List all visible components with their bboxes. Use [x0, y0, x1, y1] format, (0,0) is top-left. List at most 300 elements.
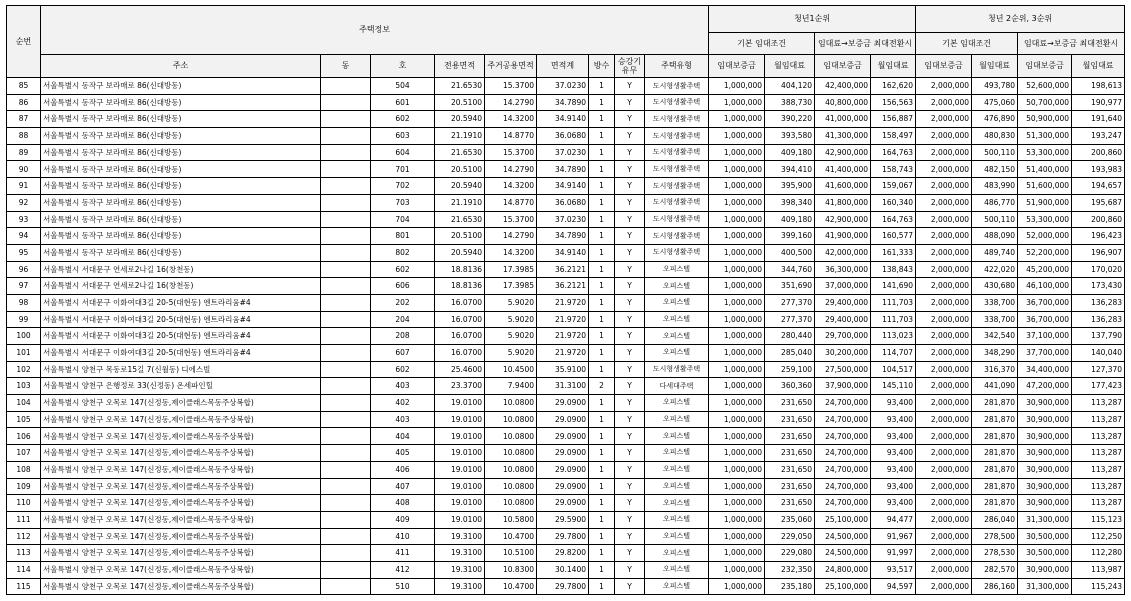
deposit-1-cell: 1,000,000	[709, 244, 765, 261]
deposit-4-cell: 34,400,000	[1018, 361, 1072, 378]
rooms-cell: 1	[589, 244, 615, 261]
header-deposit-4: 임대보증금	[1018, 55, 1072, 78]
rooms-cell: 1	[589, 261, 615, 278]
rent-1-cell: 231,650	[765, 428, 815, 445]
dong-cell	[321, 345, 371, 362]
exclusive-area-cell: 19.0100	[435, 461, 485, 478]
rent-4-cell: 113,287	[1072, 495, 1125, 512]
deposit-2-cell: 29,400,000	[815, 311, 871, 328]
total-area-cell: 34.7890	[537, 161, 589, 178]
rent-3-cell: 281,870	[972, 495, 1018, 512]
common-area-cell: 14.2790	[485, 228, 537, 245]
rent-4-cell: 191,640	[1072, 111, 1125, 128]
house-type-cell: 오피스텔	[645, 528, 709, 545]
address-cell: 서울특별시 동작구 보라매로 86(신대방동)	[41, 78, 321, 95]
rent-1-cell: 231,650	[765, 495, 815, 512]
total-area-cell: 29.0900	[537, 395, 589, 412]
house-type-cell: 도시형생활주택	[645, 94, 709, 111]
deposit-2-cell: 25,100,000	[815, 511, 871, 528]
house-type-cell: 오피스텔	[645, 545, 709, 562]
elevator-cell: Y	[615, 461, 645, 478]
header-house-type: 주택유형	[645, 55, 709, 78]
rent-1-cell: 360,360	[765, 378, 815, 395]
table-row	[7, 261, 1125, 278]
ho-cell: 606	[371, 278, 435, 295]
rent-1-cell: 400,500	[765, 244, 815, 261]
exclusive-area-cell: 21.1910	[435, 194, 485, 211]
seq-cell: 107	[7, 445, 41, 462]
dong-cell	[321, 561, 371, 578]
ho-cell: 403	[371, 411, 435, 428]
address-cell: 서울특별시 동작구 보라매로 86(신대방동)	[41, 178, 321, 195]
seq-cell: 89	[7, 144, 41, 161]
table-row	[7, 178, 1125, 195]
deposit-1-cell: 1,000,000	[709, 194, 765, 211]
common-area-cell: 10.4700	[485, 528, 537, 545]
rent-1-cell: 229,080	[765, 545, 815, 562]
deposit-2-cell: 41,800,000	[815, 194, 871, 211]
rent-1-cell: 232,350	[765, 561, 815, 578]
house-type-cell: 오피스텔	[645, 395, 709, 412]
table-row	[7, 244, 1125, 261]
rent-4-cell: 194,657	[1072, 178, 1125, 195]
rooms-cell: 1	[589, 361, 615, 378]
common-area-cell: 15.3700	[485, 144, 537, 161]
elevator-cell: Y	[615, 478, 645, 495]
deposit-1-cell: 1,000,000	[709, 411, 765, 428]
rent-2-cell: 138,843	[871, 261, 916, 278]
deposit-1-cell: 1,000,000	[709, 578, 765, 595]
exclusive-area-cell: 19.3100	[435, 578, 485, 595]
rental-table	[6, 5, 1125, 595]
seq-cell: 85	[7, 78, 41, 95]
total-area-cell: 37.0230	[537, 211, 589, 228]
seq-cell: 86	[7, 94, 41, 111]
rent-3-cell: 488,090	[972, 228, 1018, 245]
elevator-cell: Y	[615, 228, 645, 245]
header-deposit-2: 임대보증금	[815, 55, 871, 78]
ho-cell: 603	[371, 128, 435, 145]
dong-cell	[321, 361, 371, 378]
rent-1-cell: 399,160	[765, 228, 815, 245]
deposit-3-cell: 2,000,000	[916, 578, 972, 595]
deposit-2-cell: 41,400,000	[815, 161, 871, 178]
house-type-cell: 오피스텔	[645, 511, 709, 528]
ho-cell: 404	[371, 428, 435, 445]
exclusive-area-cell: 19.0100	[435, 445, 485, 462]
common-area-cell: 10.0800	[485, 478, 537, 495]
common-area-cell: 14.3200	[485, 111, 537, 128]
seq-cell: 111	[7, 511, 41, 528]
rent-4-cell: 177,423	[1072, 378, 1125, 395]
total-area-cell: 29.0900	[537, 428, 589, 445]
ho-cell: 607	[371, 345, 435, 362]
table-row	[7, 578, 1125, 595]
rent-2-cell: 158,743	[871, 161, 916, 178]
exclusive-area-cell: 18.8136	[435, 278, 485, 295]
deposit-2-cell: 27,500,000	[815, 361, 871, 378]
rent-4-cell: 173,430	[1072, 278, 1125, 295]
seq-cell: 105	[7, 411, 41, 428]
rent-4-cell: 127,370	[1072, 361, 1125, 378]
table-row	[7, 395, 1125, 412]
rooms-cell: 1	[589, 345, 615, 362]
dong-cell	[321, 528, 371, 545]
elevator-cell: Y	[615, 261, 645, 278]
rent-2-cell: 156,887	[871, 111, 916, 128]
exclusive-area-cell: 19.0100	[435, 511, 485, 528]
rent-1-cell: 277,370	[765, 294, 815, 311]
common-area-cell: 14.3200	[485, 244, 537, 261]
seq-cell: 90	[7, 161, 41, 178]
deposit-3-cell: 2,000,000	[916, 411, 972, 428]
rent-4-cell: 170,020	[1072, 261, 1125, 278]
deposit-2-cell: 24,700,000	[815, 428, 871, 445]
rent-3-cell: 278,530	[972, 545, 1018, 562]
deposit-1-cell: 1,000,000	[709, 328, 765, 345]
rooms-cell: 1	[589, 495, 615, 512]
rent-3-cell: 316,370	[972, 361, 1018, 378]
elevator-cell: Y	[615, 161, 645, 178]
rent-3-cell: 281,870	[972, 411, 1018, 428]
deposit-2-cell: 24,700,000	[815, 445, 871, 462]
rooms-cell: 1	[589, 94, 615, 111]
seq-cell: 94	[7, 228, 41, 245]
common-area-cell: 17.3985	[485, 278, 537, 295]
rooms-cell: 1	[589, 278, 615, 295]
deposit-3-cell: 2,000,000	[916, 194, 972, 211]
rent-4-cell: 112,280	[1072, 545, 1125, 562]
seq-cell: 88	[7, 128, 41, 145]
rent-4-cell: 140,040	[1072, 345, 1125, 362]
header-common-area: 주거공용면적	[485, 55, 537, 78]
seq-cell: 106	[7, 428, 41, 445]
rent-4-cell: 113,987	[1072, 561, 1125, 578]
deposit-2-cell: 24,800,000	[815, 561, 871, 578]
common-area-cell: 10.5800	[485, 511, 537, 528]
deposit-4-cell: 31,300,000	[1018, 511, 1072, 528]
deposit-1-cell: 1,000,000	[709, 428, 765, 445]
rent-3-cell: 441,090	[972, 378, 1018, 395]
deposit-4-cell: 50,700,000	[1018, 94, 1072, 111]
deposit-4-cell: 50,900,000	[1018, 111, 1072, 128]
rooms-cell: 1	[589, 445, 615, 462]
rent-3-cell: 482,150	[972, 161, 1018, 178]
table-row	[7, 411, 1125, 428]
rent-4-cell: 190,977	[1072, 94, 1125, 111]
deposit-1-cell: 1,000,000	[709, 445, 765, 462]
header-housing-info: 주택정보	[41, 6, 709, 55]
dong-cell	[321, 78, 371, 95]
deposit-3-cell: 2,000,000	[916, 78, 972, 95]
table-row	[7, 78, 1125, 95]
deposit-3-cell: 2,000,000	[916, 561, 972, 578]
seq-cell: 98	[7, 294, 41, 311]
rent-4-cell: 193,247	[1072, 128, 1125, 145]
seq-cell: 103	[7, 378, 41, 395]
dong-cell	[321, 378, 371, 395]
house-type-cell: 도시형생활주택	[645, 228, 709, 245]
exclusive-area-cell: 19.0100	[435, 428, 485, 445]
exclusive-area-cell: 16.0700	[435, 294, 485, 311]
dong-cell	[321, 161, 371, 178]
deposit-3-cell: 2,000,000	[916, 311, 972, 328]
seq-cell: 99	[7, 311, 41, 328]
rent-4-cell: 115,243	[1072, 578, 1125, 595]
deposit-2-cell: 41,600,000	[815, 178, 871, 195]
deposit-3-cell: 2,000,000	[916, 395, 972, 412]
deposit-1-cell: 1,000,000	[709, 511, 765, 528]
rent-4-cell: 198,613	[1072, 78, 1125, 95]
elevator-cell: Y	[615, 395, 645, 412]
house-type-cell: 다세대주택	[645, 378, 709, 395]
deposit-3-cell: 2,000,000	[916, 545, 972, 562]
deposit-3-cell: 2,000,000	[916, 478, 972, 495]
total-area-cell: 34.9140	[537, 244, 589, 261]
table-row	[7, 345, 1125, 362]
total-area-cell: 36.0680	[537, 194, 589, 211]
rent-4-cell: 113,287	[1072, 411, 1125, 428]
ho-cell: 601	[371, 94, 435, 111]
deposit-3-cell: 2,000,000	[916, 111, 972, 128]
house-type-cell: 도시형생활주택	[645, 128, 709, 145]
deposit-3-cell: 2,000,000	[916, 511, 972, 528]
rent-1-cell: 351,690	[765, 278, 815, 295]
header-basic-condition-2: 기본 임대조건	[916, 33, 1018, 55]
house-type-cell: 도시형생활주택	[645, 161, 709, 178]
deposit-1-cell: 1,000,000	[709, 78, 765, 95]
rent-2-cell: 93,400	[871, 461, 916, 478]
ho-cell: 704	[371, 211, 435, 228]
elevator-cell: Y	[615, 528, 645, 545]
dong-cell	[321, 94, 371, 111]
deposit-3-cell: 2,000,000	[916, 345, 972, 362]
ho-cell: 405	[371, 445, 435, 462]
total-area-cell: 29.0900	[537, 478, 589, 495]
rent-3-cell: 422,020	[972, 261, 1018, 278]
address-cell: 서울특별시 서대문구 이화여대3길 20-5(대현동) 엔트라리움#4	[41, 294, 321, 311]
rooms-cell: 1	[589, 111, 615, 128]
deposit-4-cell: 51,900,000	[1018, 194, 1072, 211]
common-area-cell: 10.0800	[485, 411, 537, 428]
ho-cell: 702	[371, 178, 435, 195]
elevator-cell: Y	[615, 495, 645, 512]
header-total-area: 면적계	[537, 55, 589, 78]
rent-2-cell: 114,707	[871, 345, 916, 362]
deposit-3-cell: 2,000,000	[916, 128, 972, 145]
deposit-1-cell: 1,000,000	[709, 161, 765, 178]
total-area-cell: 31.3100	[537, 378, 589, 395]
elevator-cell: Y	[615, 111, 645, 128]
address-cell: 서울특별시 양천구 오목로 147(신정동,제이클래스목동주상복합)	[41, 511, 321, 528]
house-type-cell: 오피스텔	[645, 445, 709, 462]
rooms-cell: 1	[589, 478, 615, 495]
rooms-cell: 1	[589, 428, 615, 445]
deposit-4-cell: 30,900,000	[1018, 411, 1072, 428]
header-basic-condition-1: 기본 임대조건	[709, 33, 815, 55]
rent-1-cell: 231,650	[765, 411, 815, 428]
rent-3-cell: 480,830	[972, 128, 1018, 145]
rent-1-cell: 344,760	[765, 261, 815, 278]
rooms-cell: 1	[589, 161, 615, 178]
deposit-3-cell: 2,000,000	[916, 244, 972, 261]
common-area-cell: 10.5100	[485, 545, 537, 562]
total-area-cell: 30.1400	[537, 561, 589, 578]
seq-cell: 114	[7, 561, 41, 578]
ho-cell: 504	[371, 78, 435, 95]
seq-cell: 100	[7, 328, 41, 345]
deposit-1-cell: 1,000,000	[709, 294, 765, 311]
rent-2-cell: 164,763	[871, 144, 916, 161]
seq-cell: 97	[7, 278, 41, 295]
header-seq: 순번	[7, 6, 41, 78]
rent-2-cell: 113,023	[871, 328, 916, 345]
rent-3-cell: 278,500	[972, 528, 1018, 545]
deposit-1-cell: 1,000,000	[709, 94, 765, 111]
dong-cell	[321, 178, 371, 195]
common-area-cell: 10.4700	[485, 578, 537, 595]
rooms-cell: 1	[589, 561, 615, 578]
ho-cell: 412	[371, 561, 435, 578]
rent-4-cell: 113,287	[1072, 395, 1125, 412]
deposit-1-cell: 1,000,000	[709, 395, 765, 412]
rent-4-cell: 113,287	[1072, 461, 1125, 478]
deposit-1-cell: 1,000,000	[709, 361, 765, 378]
deposit-4-cell: 36,700,000	[1018, 294, 1072, 311]
rent-1-cell: 231,650	[765, 445, 815, 462]
deposit-4-cell: 52,000,000	[1018, 228, 1072, 245]
rent-1-cell: 231,650	[765, 478, 815, 495]
exclusive-area-cell: 19.0100	[435, 478, 485, 495]
rooms-cell: 1	[589, 294, 615, 311]
table-row	[7, 445, 1125, 462]
rent-3-cell: 483,990	[972, 178, 1018, 195]
house-type-cell: 오피스텔	[645, 328, 709, 345]
rent-1-cell: 259,100	[765, 361, 815, 378]
deposit-4-cell: 30,900,000	[1018, 461, 1072, 478]
common-area-cell: 5.9020	[485, 345, 537, 362]
common-area-cell: 10.0800	[485, 461, 537, 478]
rent-4-cell: 136,283	[1072, 311, 1125, 328]
deposit-2-cell: 41,900,000	[815, 228, 871, 245]
elevator-cell: Y	[615, 378, 645, 395]
table-row	[7, 461, 1125, 478]
deposit-4-cell: 37,700,000	[1018, 345, 1072, 362]
table-row	[7, 111, 1125, 128]
address-cell: 서울특별시 동작구 보라매로 86(신대방동)	[41, 128, 321, 145]
rooms-cell: 1	[589, 128, 615, 145]
header-address: 주소	[41, 55, 321, 78]
deposit-2-cell: 42,900,000	[815, 144, 871, 161]
ho-cell: 411	[371, 545, 435, 562]
rent-2-cell: 156,563	[871, 94, 916, 111]
house-type-cell: 오피스텔	[645, 578, 709, 595]
seq-cell: 112	[7, 528, 41, 545]
deposit-4-cell: 30,900,000	[1018, 478, 1072, 495]
rent-2-cell: 164,763	[871, 211, 916, 228]
deposit-1-cell: 1,000,000	[709, 378, 765, 395]
house-type-cell: 도시형생활주택	[645, 244, 709, 261]
deposit-4-cell: 30,500,000	[1018, 545, 1072, 562]
address-cell: 서울특별시 동작구 보라매로 86(신대방동)	[41, 244, 321, 261]
rent-4-cell: 115,123	[1072, 511, 1125, 528]
rent-1-cell: 285,040	[765, 345, 815, 362]
table-row	[7, 428, 1125, 445]
table-body	[7, 78, 1125, 595]
rent-2-cell: 158,497	[871, 128, 916, 145]
deposit-3-cell: 2,000,000	[916, 178, 972, 195]
rent-3-cell: 281,870	[972, 445, 1018, 462]
address-cell: 서울특별시 양천구 오목로 147(신정동,제이클래스목동주상복합)	[41, 545, 321, 562]
elevator-cell: Y	[615, 561, 645, 578]
address-cell: 서울특별시 서대문구 이화여대3길 20-5(대현동) 엔트라리움#4	[41, 345, 321, 362]
exclusive-area-cell: 18.8136	[435, 261, 485, 278]
elevator-cell: Y	[615, 411, 645, 428]
ho-cell: 802	[371, 244, 435, 261]
ho-cell: 602	[371, 361, 435, 378]
deposit-2-cell: 37,900,000	[815, 378, 871, 395]
total-area-cell: 36.0680	[537, 128, 589, 145]
header-rent-3: 월임대료	[972, 55, 1018, 78]
seq-cell: 113	[7, 545, 41, 562]
table-row	[7, 128, 1125, 145]
rooms-cell: 1	[589, 144, 615, 161]
deposit-3-cell: 2,000,000	[916, 144, 972, 161]
table-row	[7, 378, 1125, 395]
rent-4-cell: 200,860	[1072, 144, 1125, 161]
seq-cell: 93	[7, 211, 41, 228]
deposit-3-cell: 2,000,000	[916, 94, 972, 111]
address-cell: 서울특별시 양천구 오목로 147(신정동,제이클래스목동주상복합)	[41, 395, 321, 412]
rooms-cell: 1	[589, 411, 615, 428]
table-row	[7, 161, 1125, 178]
exclusive-area-cell: 20.5940	[435, 111, 485, 128]
address-cell: 서울특별시 양천구 오목로 147(신정동,제이클래스목동주상복합)	[41, 495, 321, 512]
elevator-cell: Y	[615, 311, 645, 328]
exclusive-area-cell: 19.3100	[435, 528, 485, 545]
common-area-cell: 14.2790	[485, 161, 537, 178]
common-area-cell: 17.3985	[485, 261, 537, 278]
exclusive-area-cell: 21.1910	[435, 128, 485, 145]
total-area-cell: 29.5900	[537, 511, 589, 528]
house-type-cell: 오피스텔	[645, 294, 709, 311]
common-area-cell: 10.0800	[485, 495, 537, 512]
dong-cell	[321, 211, 371, 228]
address-cell: 서울특별시 양천구 오목로 147(신정동,제이클래스목동주상복합)	[41, 578, 321, 595]
address-cell: 서울특별시 양천구 목동로15길 7(신월동) 디에스빌	[41, 361, 321, 378]
deposit-4-cell: 30,500,000	[1018, 528, 1072, 545]
total-area-cell: 29.0900	[537, 445, 589, 462]
ho-cell: 408	[371, 495, 435, 512]
table-row	[7, 228, 1125, 245]
deposit-4-cell: 51,400,000	[1018, 161, 1072, 178]
dong-cell	[321, 261, 371, 278]
dong-cell	[321, 194, 371, 211]
rent-1-cell: 409,180	[765, 211, 815, 228]
rent-1-cell: 395,900	[765, 178, 815, 195]
rent-4-cell: 196,423	[1072, 228, 1125, 245]
common-area-cell: 14.8770	[485, 194, 537, 211]
deposit-1-cell: 1,000,000	[709, 111, 765, 128]
address-cell: 서울특별시 동작구 보라매로 86(신대방동)	[41, 144, 321, 161]
rent-2-cell: 161,333	[871, 244, 916, 261]
header-ho: 호	[371, 55, 435, 78]
ho-cell: 604	[371, 144, 435, 161]
exclusive-area-cell: 20.5100	[435, 94, 485, 111]
header-deposit-3: 임대보증금	[916, 55, 972, 78]
common-area-cell: 5.9020	[485, 311, 537, 328]
rent-2-cell: 160,577	[871, 228, 916, 245]
